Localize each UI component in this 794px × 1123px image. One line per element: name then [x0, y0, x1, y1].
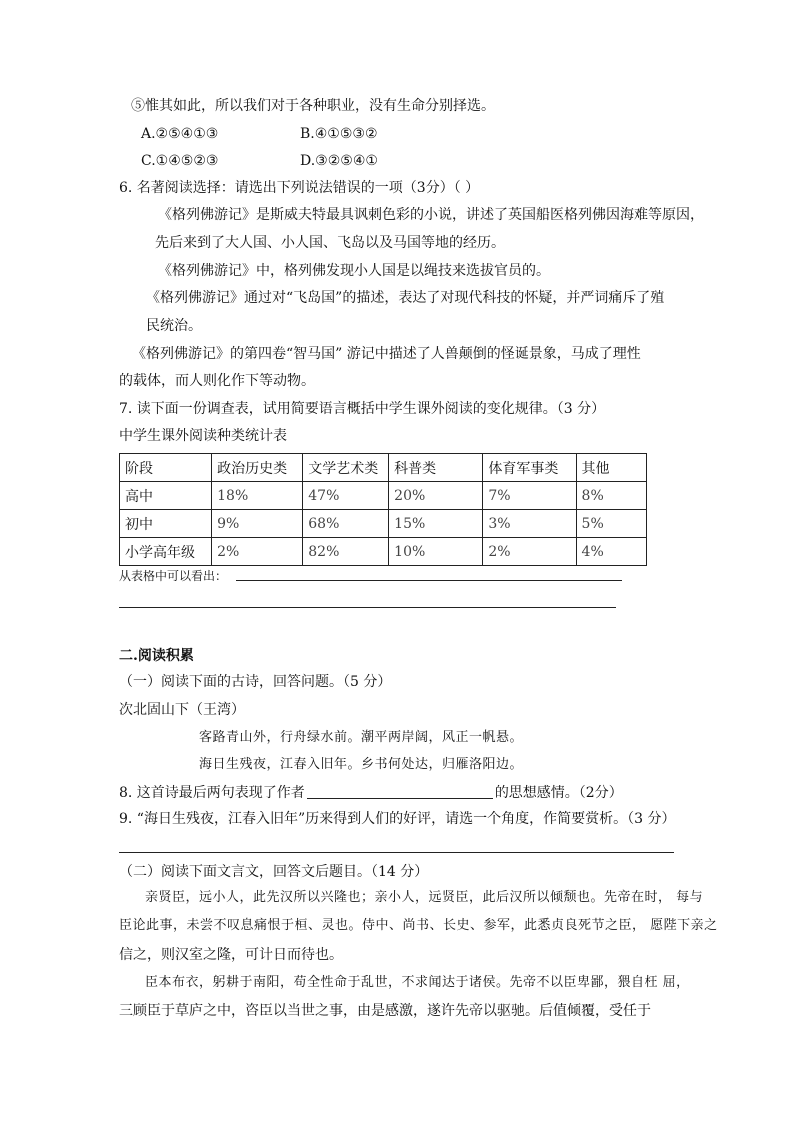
- table-cell: 2%: [483, 538, 576, 566]
- table-cell: 10%: [389, 538, 483, 566]
- table-cell: 82%: [303, 538, 389, 566]
- table-cell: 18%: [212, 482, 303, 510]
- table-header-cell: 政治历史类: [212, 454, 303, 482]
- poem-line: 海日生残夜，江春入旧年。乡书何处达，归雁洛阳边。: [199, 757, 524, 772]
- table-row: [120, 538, 647, 566]
- q6-option-a-line1: 《格列佛游记》是斯威夫特最具讽刺色彩的小说，讲述了英国船医格列佛因海难等原因，: [158, 207, 704, 223]
- q8-question: [119, 783, 623, 803]
- q6-option-d-line1: 《格列佛游记》的第四卷“智马国” 游记中描述了人兽颠倒的怪诞景象，马成了理性: [132, 346, 641, 362]
- q5-item5: ⑤惟其如此，所以我们对于各种职业，没有生命分别择选。: [131, 98, 495, 114]
- passage-line: 信之，则汉室之隆，可计日而待也。: [119, 947, 343, 963]
- table-row: [120, 482, 647, 510]
- table-cell: 9%: [212, 510, 303, 538]
- table-header-cell: 阶段: [120, 454, 212, 482]
- q7-table-title: 中学生课外阅读种类统计表: [119, 428, 287, 444]
- q7-title: 7. 读下面一份调查表，试用简要语言概括中学生课外阅读的变化规律。（3 分）: [119, 401, 606, 417]
- table-header-cell: 科普类: [389, 454, 483, 482]
- q6-option-d-line2: 的载体，而人则化作下等动物。: [119, 373, 315, 389]
- part2-title: （二）阅读下面文言文，回答文后题目。（14 分）: [119, 864, 429, 880]
- q6-option-b: 《格列佛游记》中，格列佛发现小人国是以绳技来选拔官员的。: [158, 263, 550, 279]
- poem-line: 客路青山外，行舟绿水前。潮平两岸阔，风正一帆悬。: [199, 730, 524, 745]
- q5-option-a: A.②⑤④①③: [141, 126, 219, 142]
- table-header-cell: 其他: [576, 454, 646, 482]
- table-cell-stage: 初中: [120, 510, 212, 538]
- table-cell: 5%: [576, 510, 646, 538]
- q8-prefix: 8. 这首诗最后两句表现了作者: [119, 785, 305, 801]
- table-cell-stage: 小学高年级: [120, 538, 212, 566]
- q7-answer-label: 从表格中可以看出：: [119, 569, 228, 583]
- passage-line: 亲贤臣，远小人，此先汉所以兴隆也；亲小人，远贤臣，此后汉所以倾颓也。先帝在时， 每与: [145, 890, 704, 905]
- table-cell: 3%: [483, 510, 576, 538]
- q6-title: 6. 名著阅读选择：请选出下列说法错误的一项（3分）（ ）: [119, 180, 480, 196]
- table-cell: 47%: [303, 482, 389, 510]
- q6-option-a-line2: 先后来到了大人国、小人国、飞岛以及马国等地的经历。: [155, 235, 505, 251]
- q9-question: 9. “海日生残夜，江春入旧年”历来得到人们的好评，请选一个角度，作简要赏析。（3 分）: [119, 811, 676, 827]
- table-cell: 20%: [389, 482, 483, 510]
- table-row: [120, 510, 647, 538]
- table-cell: 15%: [389, 510, 483, 538]
- section-heading: 二.阅读积累: [119, 648, 194, 664]
- reading-survey-table: [119, 453, 647, 566]
- q5-option-b: B.④①⑤③②: [300, 126, 378, 142]
- table-cell: 4%: [576, 538, 646, 566]
- table-cell-stage: 高中: [120, 482, 212, 510]
- q9-answer-line[interactable]: [119, 852, 674, 853]
- part1-title: （一）阅读下面的古诗，回答问题。（5 分）: [119, 674, 392, 690]
- table-header-row: [120, 454, 647, 482]
- poem-title: 次北固山下（王湾）: [119, 702, 245, 718]
- passage-line: 臣论此事，未尝不叹息痛恨于桓、灵也。侍中、尚书、长史、参军，此悉贞良死节之臣， 愿陛下亲之: [119, 918, 718, 933]
- q5-option-d: D.③②⑤④①: [300, 153, 378, 169]
- passage-line: 三顾臣于草庐之中，咨臣以当世之事，由是感激，遂许先帝以驱驰。后值倾覆，受任于: [119, 1003, 651, 1019]
- q7-answer-line[interactable]: [119, 607, 616, 608]
- q8-suffix: 的思想感情。（2分）: [494, 785, 623, 801]
- q6-option-c-line2: 民统治。: [146, 318, 202, 334]
- table-header-cell: 体育军事类: [483, 454, 576, 482]
- passage-line: 臣本布衣，躬耕于南阳，苟全性命于乱世，不求闻达于诸侯。先帝不以臣卑鄙，猥自枉 屈，: [145, 975, 690, 990]
- q6-option-c-line1: 《格列佛游记》通过对“飞岛国”的描述，表达了对现代科技的怀疑，并严词痛斥了殖: [146, 290, 665, 306]
- q8-answer-blank[interactable]: [307, 784, 493, 799]
- q7-answer-line[interactable]: [236, 580, 622, 581]
- table-cell: 8%: [576, 482, 646, 510]
- table-header-cell: 文学艺术类: [303, 454, 389, 482]
- table-cell: 68%: [303, 510, 389, 538]
- table-cell: 7%: [483, 482, 576, 510]
- table-cell: 2%: [212, 538, 303, 566]
- q5-option-c: C.①④⑤②③: [141, 153, 219, 169]
